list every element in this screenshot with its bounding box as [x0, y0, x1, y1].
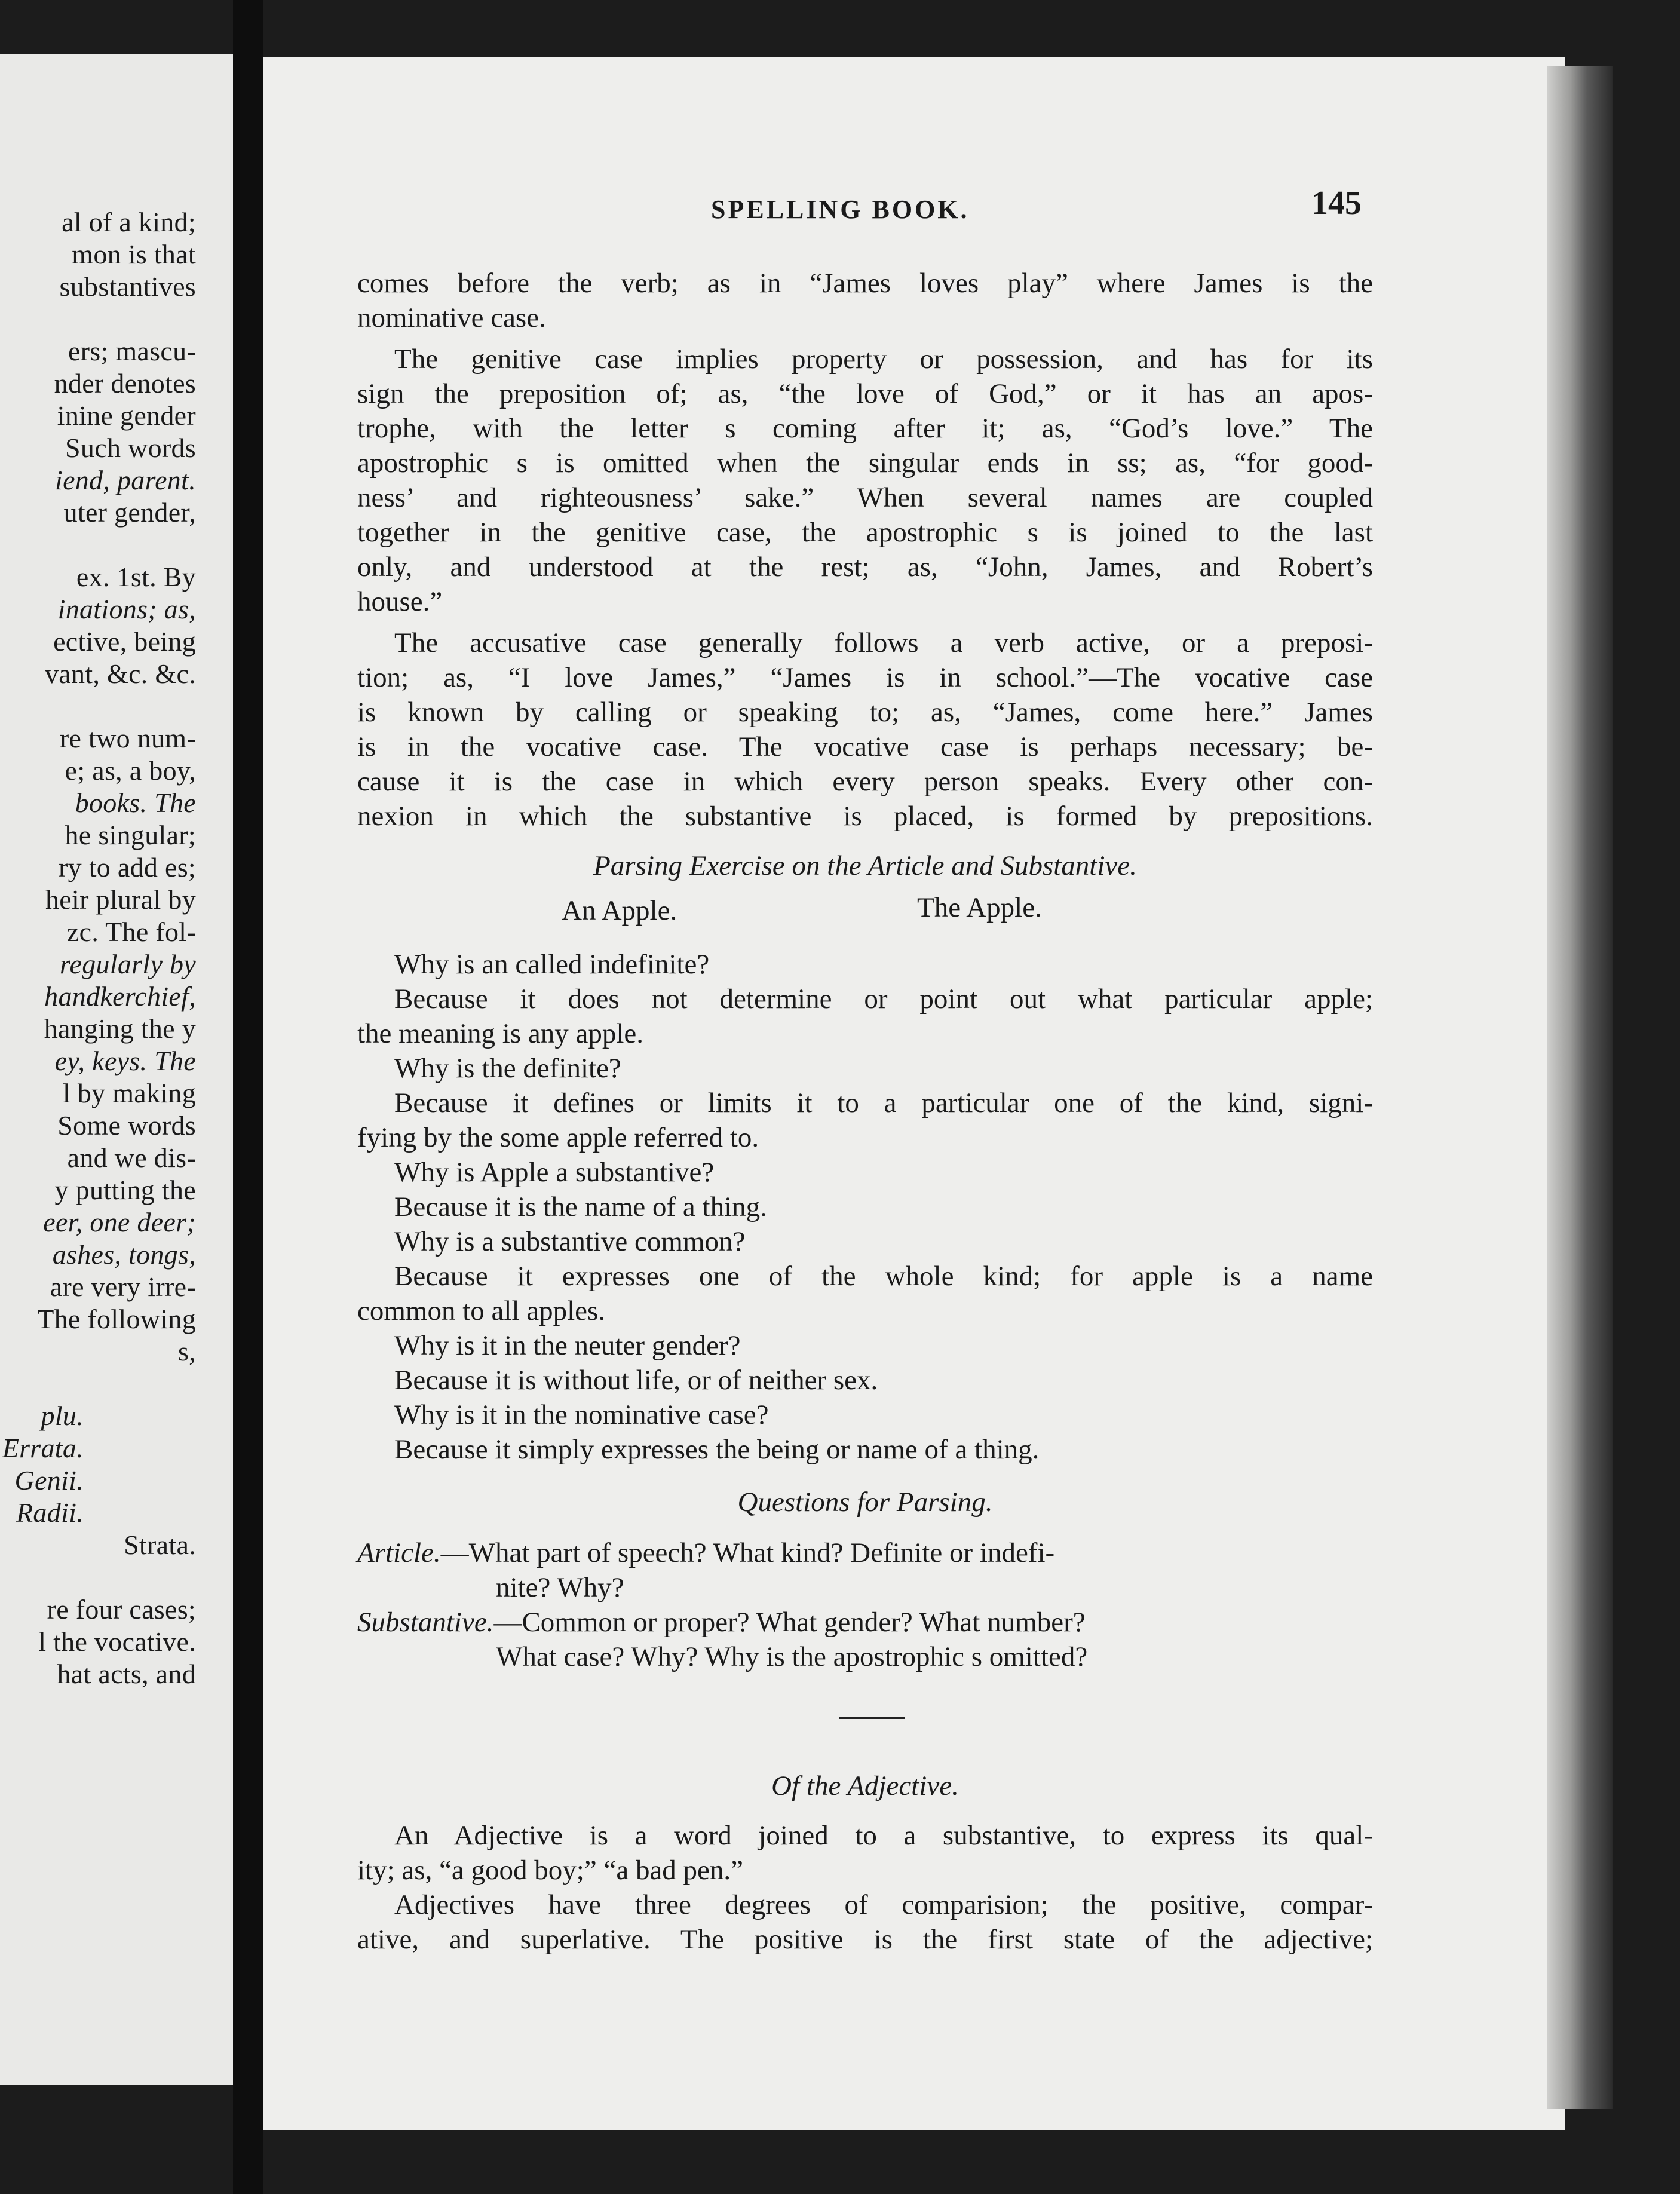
- text-line: trophe, with the letter s coming after it; as, “God’s love.” The: [357, 413, 1373, 444]
- qa-line: Because it expresses one of the whole kind; for apple is a name: [394, 1261, 1373, 1292]
- fragment-line: l the vocative.: [38, 1626, 196, 1657]
- article-text: —What part of speech? What kind? Definite or indefi-: [440, 1537, 1055, 1568]
- fragment-line: and we dis-: [67, 1142, 196, 1173]
- fragment-line: inine gender: [57, 400, 196, 431]
- fragment-line: Some words: [57, 1110, 196, 1141]
- fragment-line: eer, one deer;: [43, 1207, 196, 1237]
- fragment-line: mon is that: [72, 239, 196, 269]
- text-line: The genitive case implies property or possession, and has for its: [394, 344, 1373, 375]
- article-question-cont: nite? Why?: [496, 1572, 624, 1603]
- fragment-line: plu.: [41, 1401, 84, 1431]
- fragment-line: uter gender,: [63, 497, 196, 528]
- fragment-line: books. The: [75, 787, 196, 818]
- fragment-line: Strata.: [124, 1530, 196, 1560]
- book-gutter: [233, 0, 263, 2194]
- fragment-line: iend, parent.: [55, 465, 196, 495]
- qa-line: Because it does not determine or point out what particular apple;: [394, 983, 1373, 1015]
- text-line: ity; as, “a good boy;” “a bad pen.”: [357, 1855, 744, 1886]
- qa-line: Why is a substantive common?: [394, 1226, 746, 1257]
- fragment-line: The following: [37, 1304, 196, 1334]
- fragment-line: are very irre-: [50, 1271, 196, 1302]
- text-line: nominative case.: [357, 302, 546, 333]
- fragment-line: e; as, a boy,: [65, 755, 196, 786]
- qa-line: Why is an called indefinite?: [394, 949, 710, 980]
- text-line: ative, and superlative. The positive is the first state of the adjective;: [357, 1924, 1373, 1955]
- text-line: cause it is the case in which every person speaks. Every other con-: [357, 766, 1373, 797]
- text-line: nexion in which the substantive is placed, is formed by prepositions.: [357, 801, 1373, 832]
- text-line: ness’ and righteousness’ sake.” When several names are coupled: [357, 482, 1373, 513]
- fragment-line: Errata.: [2, 1433, 84, 1463]
- example-right: The Apple.: [917, 892, 1042, 923]
- fragment-line: vant, &c. &c.: [45, 658, 196, 689]
- text-line: tion; as, “I love James,” “James is in school.”—The vocative case: [357, 662, 1373, 693]
- substantive-question: [357, 1605, 1373, 1640]
- qa-line: Because it is the name of a thing.: [394, 1191, 767, 1222]
- parsing-heading: Parsing Exercise on the Article and Substantive.: [593, 850, 1137, 881]
- fragment-line: substantives: [59, 271, 196, 302]
- qa-line: the meaning is any apple.: [357, 1018, 643, 1049]
- fragment-line: inations; as,: [57, 594, 196, 624]
- fragment-line: ashes, tongs,: [52, 1239, 196, 1270]
- fragment-line: Such words: [65, 433, 196, 463]
- substantive-label: Substantive.: [357, 1607, 494, 1638]
- fragment-line: s,: [177, 1336, 196, 1366]
- text-line: is known by calling or speaking to; as, “James, come here.” James: [357, 697, 1373, 728]
- fragment-line: zc. The fol-: [66, 917, 196, 947]
- left-page-fragment: [0, 54, 233, 2085]
- article-question: [357, 1536, 1373, 1570]
- text-line: is in the vocative case. The vocative case is perhaps necessary; be-: [357, 731, 1373, 762]
- fragment-line: re two num-: [59, 723, 196, 753]
- text-line: only, and understood at the rest; as, “John, James, and Robert’s: [357, 551, 1373, 583]
- fragment-line: ective, being: [53, 626, 196, 657]
- questions-heading: Questions for Parsing.: [737, 1487, 993, 1518]
- fragment-line: ry to add es;: [58, 852, 196, 882]
- qa-line: Because it is without life, or of neither sex.: [394, 1365, 878, 1396]
- qa-line: Why is the definite?: [394, 1053, 621, 1084]
- fragment-line: nder denotes: [54, 368, 196, 399]
- text-line: sign the preposition of; as, “the love of God,” or it has an apos-: [357, 378, 1373, 409]
- fragment-line: ey, keys. The: [54, 1046, 196, 1076]
- fragment-line: y putting the: [54, 1175, 196, 1205]
- qa-line: Why is it in the neuter gender?: [394, 1330, 741, 1361]
- text-line: Adjectives have three degrees of comparision; the positive, compar-: [394, 1889, 1373, 1920]
- qa-line: Because it simply expresses the being or name of a thing.: [394, 1434, 1040, 1465]
- qa-line: Why is Apple a substantive?: [394, 1157, 715, 1188]
- adjective-heading: Of the Adjective.: [771, 1770, 959, 1801]
- text-line: together in the genitive case, the apostrophic s is joined to the last: [357, 517, 1373, 548]
- substantive-text: —Common or proper? What gender? What number?: [493, 1607, 1086, 1638]
- text-line: comes before the verb; as in “James loves play” where James is the: [357, 268, 1373, 299]
- fragment-line: Radii.: [16, 1497, 84, 1528]
- qa-line: fying by the some apple referred to.: [357, 1122, 759, 1153]
- fragment-line: handkerchief,: [44, 981, 196, 1012]
- fragment-line: he singular;: [65, 820, 196, 850]
- fragment-line: ex. 1st. By: [76, 562, 196, 592]
- page-number: 145: [1311, 185, 1362, 222]
- qa-line: Why is it in the nominative case?: [394, 1399, 769, 1430]
- fragment-line: heir plural by: [45, 884, 196, 915]
- fragment-line: hanging the y: [44, 1013, 196, 1044]
- section-rule: [839, 1717, 905, 1719]
- qa-line: common to all apples.: [357, 1295, 606, 1326]
- article-label: Article.: [357, 1537, 441, 1568]
- fragment-line: al of a kind;: [62, 207, 196, 237]
- fragment-line: Genii.: [14, 1465, 84, 1496]
- qa-line: Because it defines or limits it to a particular one of the kind, signi-: [394, 1087, 1373, 1119]
- fragment-line: regularly by: [59, 949, 196, 979]
- fragment-line: re four cases;: [47, 1594, 196, 1625]
- text-line: house.”: [357, 586, 443, 617]
- page-edge: [1547, 66, 1613, 2109]
- fragment-line: ers; mascu-: [68, 336, 196, 366]
- text-line: The accusative case generally follows a verb active, or a preposi-: [394, 627, 1373, 658]
- text-line: An Adjective is a word joined to a substantive, to express its qual-: [394, 1820, 1373, 1851]
- example-left: An Apple.: [562, 895, 677, 926]
- fragment-line: hat acts, and: [57, 1659, 196, 1689]
- running-title: SPELLING BOOK.: [711, 195, 970, 224]
- substantive-question-cont: What case? Why? Why is the apostrophic s omitted?: [496, 1641, 1088, 1672]
- fragment-line: l by making: [62, 1078, 196, 1108]
- text-line: apostrophic s is omitted when the singular ends in ss; as, “for good-: [357, 448, 1373, 479]
